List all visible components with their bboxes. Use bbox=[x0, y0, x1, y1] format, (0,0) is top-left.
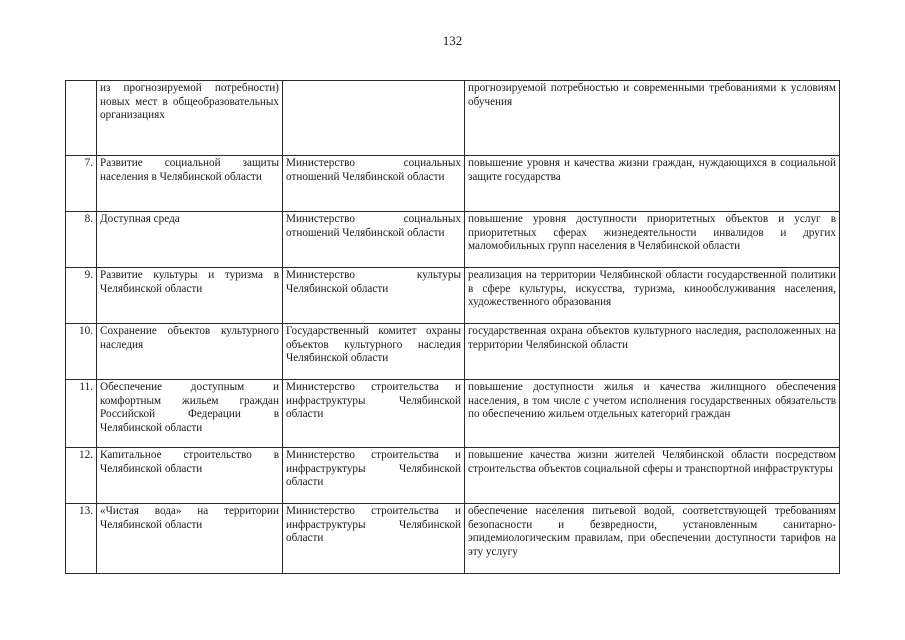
program-goal: прогнозируемой потребностью и современными требованиями к условиям обучения bbox=[465, 81, 840, 156]
table-row bbox=[66, 268, 840, 324]
program-goal: обеспечение населения питьевой водой, соответствующей требованиям безопасности и безвредности, установленным санитарно-эпидемиологическим правилам, при обеспечении доступности тарифов на эту услугу bbox=[465, 504, 840, 574]
responsible-executor: Министерство культуры Челябинской области bbox=[283, 268, 465, 324]
row-number: 13. bbox=[66, 504, 97, 574]
programs-table bbox=[65, 80, 840, 574]
row-number: 11. bbox=[66, 380, 97, 448]
table-row bbox=[66, 81, 840, 156]
row-number: 7. bbox=[66, 156, 97, 212]
program-name: Обеспечение доступным и комфортным жильем граждан Российской Федерации в Челябинской области bbox=[97, 380, 283, 448]
table-row bbox=[66, 156, 840, 212]
page-number: 132 bbox=[442, 33, 463, 48]
table-row bbox=[66, 324, 840, 380]
table-row bbox=[66, 380, 840, 448]
program-name: «Чистая вода» на территории Челябинской области bbox=[97, 504, 283, 574]
row-number: 8. bbox=[66, 212, 97, 268]
row-number: 12. bbox=[66, 448, 97, 504]
row-number: 10. bbox=[66, 324, 97, 380]
program-name: Сохранение объектов культурного наследия bbox=[97, 324, 283, 380]
row-number: 9. bbox=[66, 268, 97, 324]
table-row bbox=[66, 504, 840, 574]
responsible-executor: Министерство социальных отношений Челябинской области bbox=[283, 156, 465, 212]
table-row bbox=[66, 212, 840, 268]
program-name: Развитие социальной защиты населения в Челябинской области bbox=[97, 156, 283, 212]
program-name: Капитальное строительство в Челябинской области bbox=[97, 448, 283, 504]
responsible-executor: Министерство социальных отношений Челябинской области bbox=[283, 212, 465, 268]
program-goal: повышение уровня доступности приоритетных объектов и услуг в приоритетных сферах жизнедеятельности инвалидов и других маломобильных групп населения в Челябинской области bbox=[465, 212, 840, 268]
responsible-executor: Министерство строительства и инфраструктуры Челябинской области bbox=[283, 380, 465, 448]
program-goal: повышение уровня и качества жизни граждан, нуждающихся в социальной защите государства bbox=[465, 156, 840, 212]
responsible-executor: Министерство строительства и инфраструктуры Челябинской области bbox=[283, 448, 465, 504]
table-row bbox=[66, 448, 840, 504]
responsible-executor: Министерство строительства и инфраструктуры Челябинской области bbox=[283, 504, 465, 574]
program-goal: повышение качества жизни жителей Челябинской области посредством строительства объектов социальной сферы и транспортной инфраструктуры bbox=[465, 448, 840, 504]
program-goal: государственная охрана объектов культурного наследия, расположенных на территории Челябинской области bbox=[465, 324, 840, 380]
responsible-executor: Государственный комитет охраны объектов культурного наследия Челябинской области bbox=[283, 324, 465, 380]
program-goal: повышение доступности жилья и качества жилищного обеспечения населения, в том числе с учетом исполнения государственных обязательств по обеспечению жильем отдельных категорий граждан bbox=[465, 380, 840, 448]
program-name: из прогнозируемой потребности) новых мест в общеобразовательных организациях bbox=[97, 81, 283, 156]
responsible-executor bbox=[283, 81, 465, 156]
program-goal: реализация на территории Челябинской области государственной политики в сфере культуры, искусства, туризма, кинообслуживания населения, художественного образования bbox=[465, 268, 840, 324]
program-name: Развитие культуры и туризма в Челябинской области bbox=[97, 268, 283, 324]
row-number bbox=[66, 81, 97, 156]
program-name: Доступная среда bbox=[97, 212, 283, 268]
